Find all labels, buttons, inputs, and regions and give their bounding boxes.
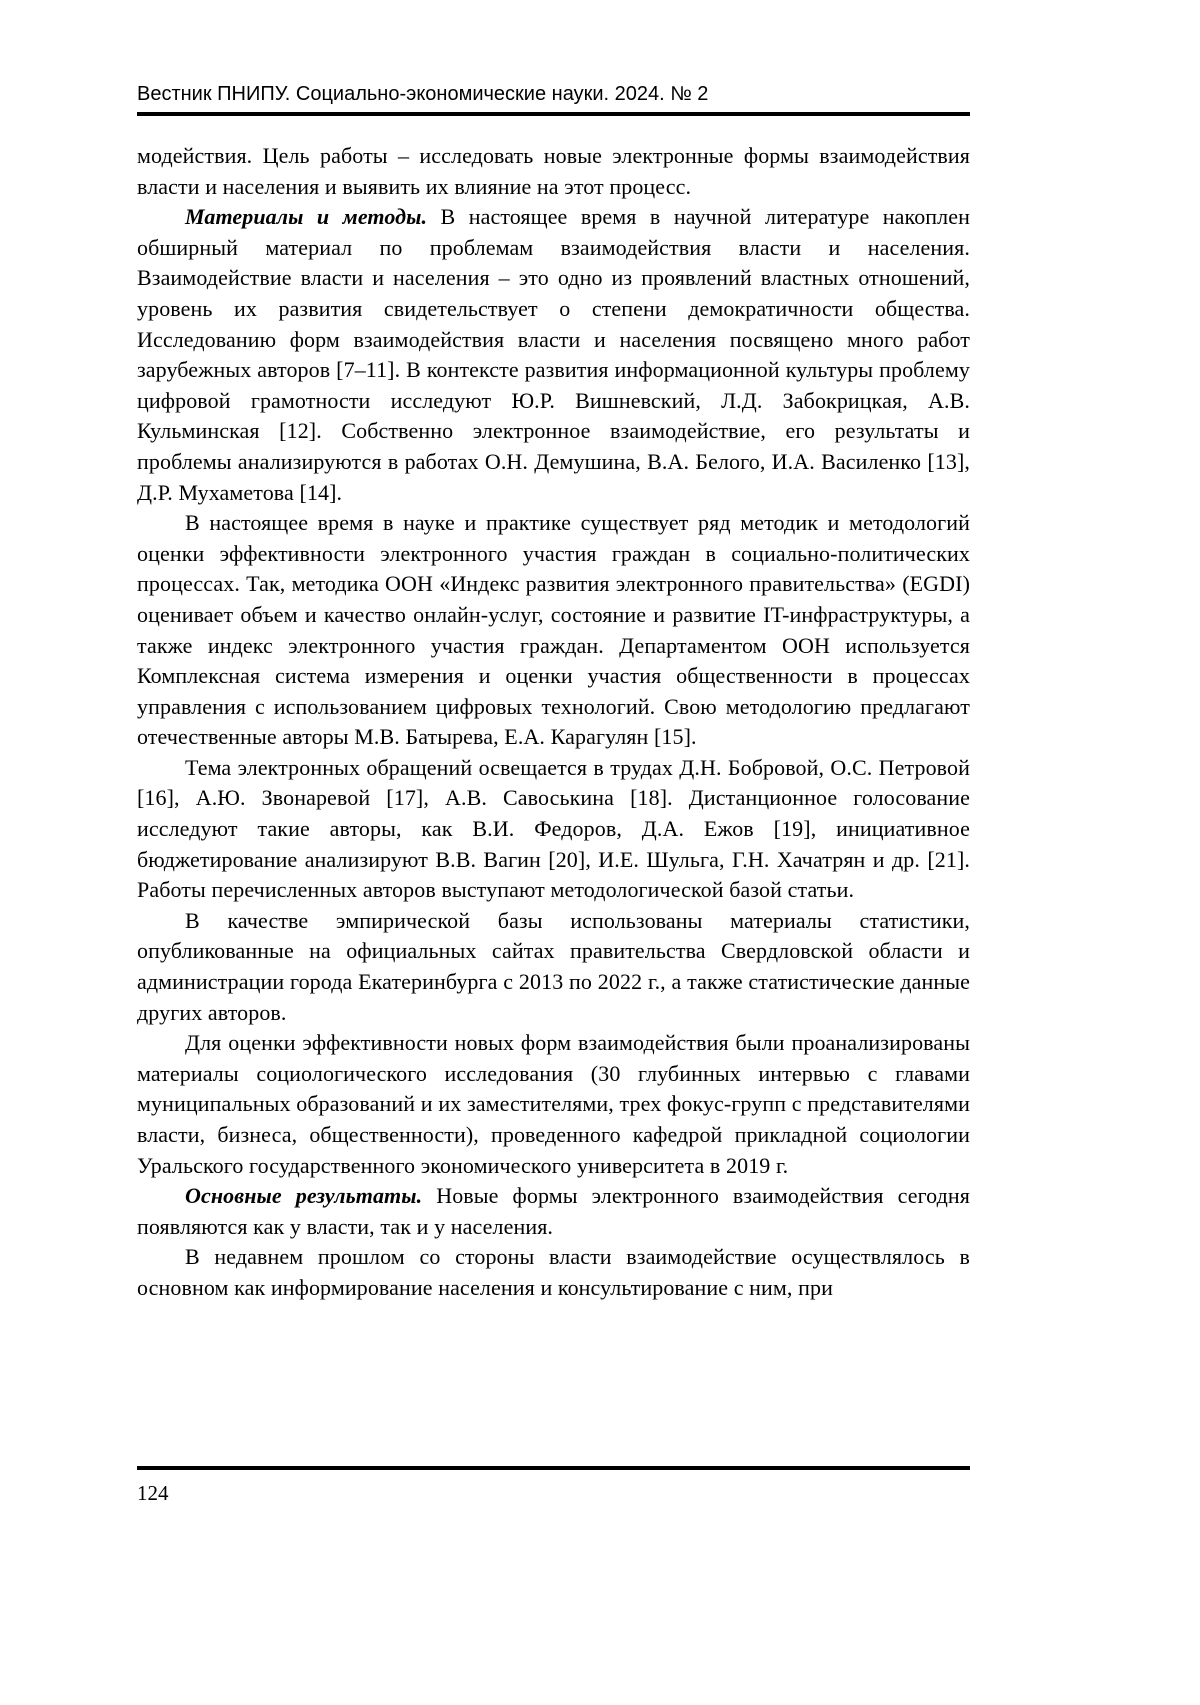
paragraph-text: В настоящее время в науке и практике существует ряд методик и методологий оценки эффективности электронного участия граждан в социально-политических процессах. Так, методика ООН «Индекс развития электронного правительства» (EGDI) оценивает объем и качество онлайн-услуг, состояние и развитие IT-инфраструктуры, а также индекс электронного участия граждан. Департаментом ООН используется Комплексная система измерения и оценки участия общественности в процессах управления с использованием цифровых технологий. Свою методологию предлагают отечественные авторы М.В. Батырева, Е.А. Карагулян [15].: [137, 510, 970, 750]
header-rule: [137, 112, 970, 116]
paragraph-text: Тема электронных обращений освещается в трудах Д.Н. Бобровой, О.С. Петровой [16], А.Ю. Звонаревой [17], А.В. Савоськина [18]. Дистанционное голосование исследуют такие авторы, как В.И. Федоров, Д.А. Ежов [19], инициативное бюджетирование анализируют В.В. Вагин [20], И.Е. Шульга, Г.Н. Хачатрян и др. [21]. Работы перечисленных авторов выступают методологической базой статьи.: [137, 754, 970, 903]
paragraph-text: В настоящее время в научной литературе накоплен обширный материал по проблемам взаимодействия власти и населения. Взаимодействие власти и населения – это одно из проявлений властных отношений, уровень их развития свидетельствует о степени демократичности общества. Исследованию форм взаимодействия власти и населения посвящено много работ зарубежных авторов [7–11]. В контексте развития информационной культуры проблему цифровой грамотности исследуют Ю.Р. Вишневский, Л.Д. Забокрицкая, А.В. Кульминская [12]. Собственно электронное взаимодействие, его результаты и проблемы анализируются в работах О.Н. Демушина, В.А. Белого, И.А. Василенко [13], Д.Р. Мухаметова [14].: [137, 204, 970, 505]
paragraph: [137, 753, 970, 906]
paragraph-text: В недавнем прошлом со стороны власти взаимодействие осуществлялось в основном как информирование населения и консультирование с ним, при: [137, 1244, 970, 1300]
paragraph: [137, 508, 970, 753]
paragraph: [137, 1242, 970, 1303]
paragraph-lead: Основные результаты.: [185, 1183, 423, 1209]
paragraph: [137, 141, 970, 202]
paragraph: [137, 1028, 970, 1181]
paragraph-text: В качестве эмпирической базы использованы материалы статистики, опубликованные на официальных сайтах правительства Свердловской области и администрации города Екатеринбурга с 2013 по 2022 г., а также статистические данные других авторов.: [137, 907, 970, 1025]
article-body: [137, 141, 970, 1304]
paragraph-text: Новые формы электронного взаимодействия сегодня появляются как у власти, так и у населения.: [137, 1183, 970, 1239]
paragraph-text: Для оценки эффективности новых форм взаимодействия были проанализированы материалы социологического исследования (30 глубинных интервью с главами муниципальных образований и их заместителями, трех фокус-групп с представителями власти, бизнеса, общественности), проведенного кафедрой прикладной социологии Уральского государственного экономического университета в 2019 г.: [137, 1030, 970, 1178]
paragraph: [137, 202, 970, 508]
paragraph-text: модействия. Цель работы – исследовать новые электронные формы взаимодействия власти и населения и выявить их влияние на этот процесс.: [137, 143, 970, 199]
paragraph: [137, 906, 970, 1028]
paragraph: [137, 1181, 970, 1242]
page-number: 124: [137, 1481, 169, 1505]
running-head: Вестник ПНИПУ. Социально-экономические науки. 2024. № 2: [137, 83, 709, 105]
footer-rule: [137, 1466, 970, 1470]
paragraph-lead: Материалы и методы.: [185, 204, 428, 230]
